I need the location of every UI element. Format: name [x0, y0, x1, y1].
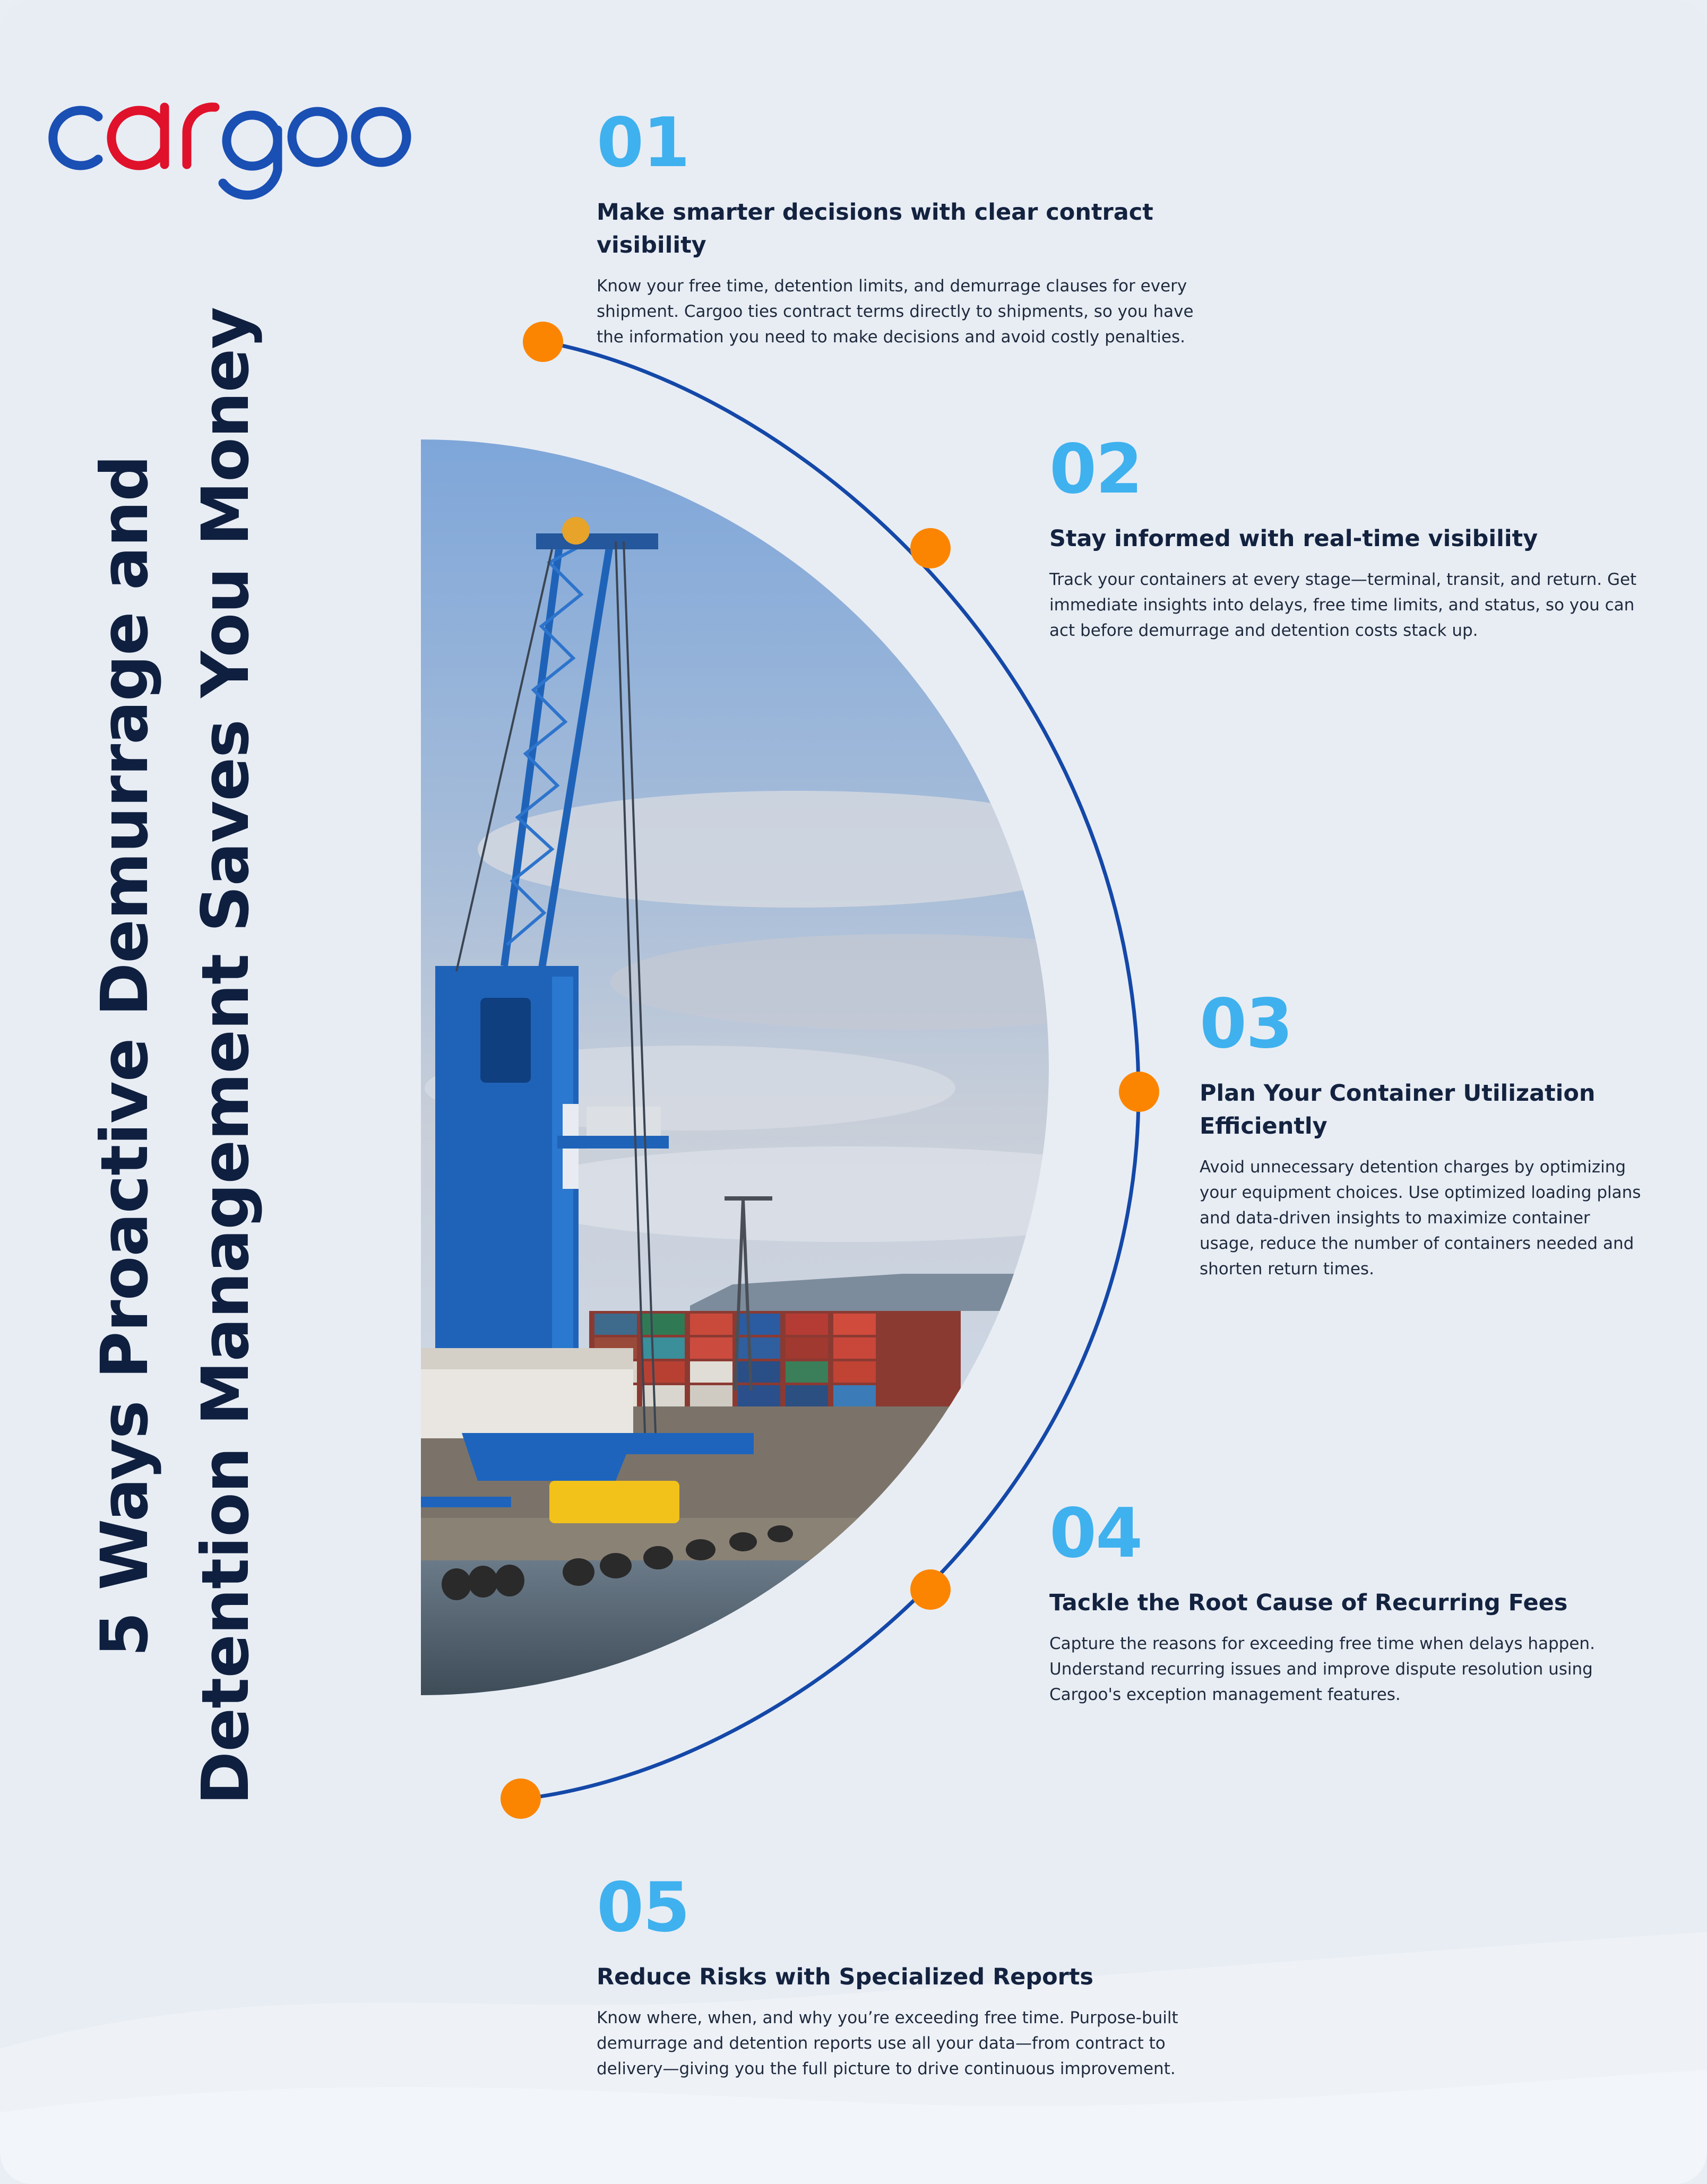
timeline-dot-2 [910, 528, 951, 568]
step-description: Know where, when, and why you’re exceeding free time. Purpose-built demurrage and detention reports use all your data—from contract to delivery—giving you the full picture to drive continuous improvement. [597, 2008, 1178, 2078]
timeline-dot-5 [501, 1779, 541, 1819]
step-number: 05 [597, 1868, 689, 1947]
step-1 [597, 103, 1212, 350]
step-3 [1200, 985, 1645, 1282]
timeline-dot-1 [523, 322, 563, 362]
step-4 [1049, 1494, 1639, 1707]
step-number: 01 [597, 103, 689, 183]
step-heading: Plan Your Container Utilization Efficiently [1200, 1080, 1596, 1140]
step-number: 03 [1200, 985, 1292, 1064]
step-heading: Tackle the Root Cause of Recurring Fees [1049, 1590, 1568, 1616]
step-description: Know your free time, detention limits, and demurrage clauses for every shipment. Cargoo ties contract terms directly to shipments, so you have the information you need to make decisions and avoid costly penalties. [597, 277, 1194, 347]
step-number: 04 [1049, 1494, 1142, 1573]
step-number: 02 [1049, 430, 1142, 509]
step-description: Track your containers at every stage—terminal, transit, and return. Get immediate insights into delays, free time limits, and status, so you can act before demurrage and detention costs stack up. [1049, 570, 1637, 640]
step-5 [597, 1868, 1212, 2082]
step-description: Avoid unnecessary detention charges by optimizing your equipment choices. Use optimized loading plans and data-driven insights to maximize container usage, reduce the number of containers needed and shorten return times. [1200, 1158, 1641, 1279]
title-line-1: 5 Ways Proactive Demurrage and [87, 455, 162, 1657]
step-heading: Make smarter decisions with clear contract visibility [597, 199, 1153, 258]
timeline-dot-4 [910, 1569, 951, 1610]
title-line-2: Detention Management Saves You Money [188, 307, 263, 1805]
step-heading: Stay informed with real-time visibility [1049, 525, 1538, 552]
step-description: Capture the reasons for exceeding free time when delays happen. Understand recurring issues and improve dispute resolution using Cargoo's exception management features. [1049, 1634, 1595, 1704]
step-heading: Reduce Risks with Specialized Reports [597, 1964, 1094, 1990]
step-2 [1049, 430, 1639, 643]
timeline-dot-3 [1119, 1072, 1159, 1112]
